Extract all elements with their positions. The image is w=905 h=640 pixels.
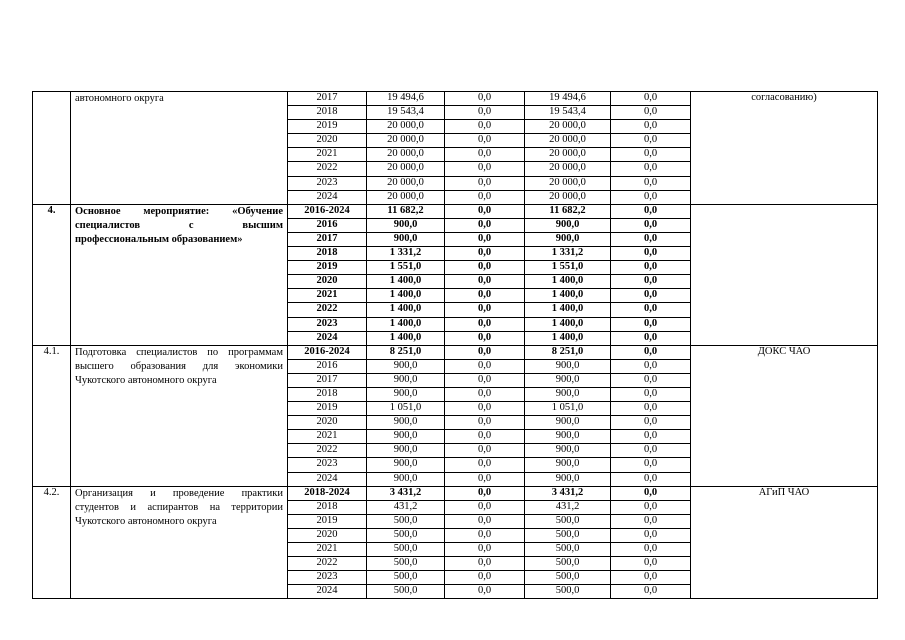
total-amount-cell: 1 331,2 [367,247,445,261]
period-cell: 2021 [288,148,367,162]
regional-amount-cell: 900,0 [525,232,611,246]
federal-amount-cell: 0,0 [445,402,525,416]
federal-amount-cell: 0,0 [445,444,525,458]
total-amount-cell: 20 000,0 [367,120,445,134]
period-cell: 2023 [288,317,367,331]
item-number: 4.2. [33,486,71,599]
regional-amount-cell: 900,0 [525,458,611,472]
other-amount-cell: 0,0 [611,472,691,486]
regional-amount-cell: 1 331,2 [525,247,611,261]
total-amount-cell: 900,0 [367,373,445,387]
federal-amount-cell: 0,0 [445,317,525,331]
other-amount-cell: 0,0 [611,571,691,585]
regional-amount-cell: 1 051,0 [525,402,611,416]
period-cell: 2017 [288,92,367,106]
federal-amount-cell: 0,0 [445,247,525,261]
other-amount-cell: 0,0 [611,387,691,401]
federal-amount-cell: 0,0 [445,345,525,359]
total-amount-cell: 20 000,0 [367,134,445,148]
period-cell: 2022 [288,444,367,458]
total-amount-cell: 500,0 [367,528,445,542]
federal-amount-cell: 0,0 [445,486,525,500]
regional-amount-cell: 20 000,0 [525,120,611,134]
federal-amount-cell: 0,0 [445,204,525,218]
regional-amount-cell: 500,0 [525,543,611,557]
period-cell: 2022 [288,557,367,571]
regional-amount-cell: 500,0 [525,571,611,585]
period-cell: 2020 [288,528,367,542]
other-amount-cell: 0,0 [611,190,691,204]
regional-amount-cell: 3 431,2 [525,486,611,500]
item-number: 4. [33,204,71,345]
other-amount-cell: 0,0 [611,317,691,331]
other-amount-cell: 0,0 [611,176,691,190]
period-cell: 2016 [288,218,367,232]
federal-amount-cell: 0,0 [445,373,525,387]
period-cell: 2017 [288,373,367,387]
federal-amount-cell: 0,0 [445,430,525,444]
period-cell: 2016 [288,359,367,373]
responsible-executor: ДОКС ЧАО [691,345,878,486]
responsible-executor: согласованию) [691,92,878,205]
total-amount-cell: 500,0 [367,514,445,528]
federal-amount-cell: 0,0 [445,92,525,106]
federal-amount-cell: 0,0 [445,500,525,514]
other-amount-cell: 0,0 [611,543,691,557]
other-amount-cell: 0,0 [611,275,691,289]
item-number: 4.1. [33,345,71,486]
federal-amount-cell: 0,0 [445,162,525,176]
period-cell: 2017 [288,232,367,246]
regional-amount-cell: 20 000,0 [525,176,611,190]
program-funding-table [32,91,878,599]
period-cell: 2024 [288,190,367,204]
activity-title: Организация и проведение практики студентов и аспирантов на территории Чукотского автономного округа [71,486,288,599]
total-amount-cell: 900,0 [367,430,445,444]
total-amount-cell: 900,0 [367,458,445,472]
total-amount-cell: 900,0 [367,232,445,246]
total-amount-cell: 1 400,0 [367,275,445,289]
period-cell: 2022 [288,162,367,176]
table-body [33,92,878,599]
regional-amount-cell: 900,0 [525,359,611,373]
other-amount-cell: 0,0 [611,557,691,571]
period-cell: 2019 [288,261,367,275]
other-amount-cell: 0,0 [611,585,691,599]
other-amount-cell: 0,0 [611,134,691,148]
other-amount-cell: 0,0 [611,261,691,275]
regional-amount-cell: 431,2 [525,500,611,514]
period-cell: 2018 [288,387,367,401]
other-amount-cell: 0,0 [611,148,691,162]
total-amount-cell: 500,0 [367,585,445,599]
other-amount-cell: 0,0 [611,430,691,444]
total-amount-cell: 1 400,0 [367,289,445,303]
period-cell: 2016-2024 [288,345,367,359]
federal-amount-cell: 0,0 [445,528,525,542]
other-amount-cell: 0,0 [611,416,691,430]
other-amount-cell: 0,0 [611,289,691,303]
period-cell: 2021 [288,430,367,444]
table-row [33,204,878,218]
regional-amount-cell: 900,0 [525,472,611,486]
other-amount-cell: 0,0 [611,345,691,359]
total-amount-cell: 11 682,2 [367,204,445,218]
period-cell: 2019 [288,120,367,134]
other-amount-cell: 0,0 [611,106,691,120]
federal-amount-cell: 0,0 [445,261,525,275]
federal-amount-cell: 0,0 [445,571,525,585]
regional-amount-cell: 11 682,2 [525,204,611,218]
regional-amount-cell: 1 551,0 [525,261,611,275]
period-cell: 2023 [288,176,367,190]
other-amount-cell: 0,0 [611,218,691,232]
regional-amount-cell: 900,0 [525,373,611,387]
federal-amount-cell: 0,0 [445,472,525,486]
responsible-executor: АГиП ЧАО [691,486,878,599]
period-cell: 2021 [288,543,367,557]
item-number [33,92,71,205]
regional-amount-cell: 900,0 [525,444,611,458]
federal-amount-cell: 0,0 [445,176,525,190]
other-amount-cell: 0,0 [611,247,691,261]
regional-amount-cell: 20 000,0 [525,134,611,148]
federal-amount-cell: 0,0 [445,331,525,345]
regional-amount-cell: 500,0 [525,557,611,571]
regional-amount-cell: 1 400,0 [525,303,611,317]
period-cell: 2020 [288,275,367,289]
total-amount-cell: 431,2 [367,500,445,514]
other-amount-cell: 0,0 [611,92,691,106]
total-amount-cell: 1 400,0 [367,331,445,345]
regional-amount-cell: 900,0 [525,430,611,444]
regional-amount-cell: 900,0 [525,416,611,430]
regional-amount-cell: 20 000,0 [525,148,611,162]
total-amount-cell: 3 431,2 [367,486,445,500]
federal-amount-cell: 0,0 [445,232,525,246]
federal-amount-cell: 0,0 [445,106,525,120]
federal-amount-cell: 0,0 [445,557,525,571]
regional-amount-cell: 1 400,0 [525,275,611,289]
activity-title: Основное мероприятие: «Обучение специалистов с высшим профессиональным образованием» [71,204,288,345]
regional-amount-cell: 1 400,0 [525,289,611,303]
total-amount-cell: 1 400,0 [367,317,445,331]
federal-amount-cell: 0,0 [445,585,525,599]
other-amount-cell: 0,0 [611,486,691,500]
period-cell: 2023 [288,458,367,472]
other-amount-cell: 0,0 [611,120,691,134]
federal-amount-cell: 0,0 [445,458,525,472]
period-cell: 2018-2024 [288,486,367,500]
responsible-executor [691,204,878,345]
federal-amount-cell: 0,0 [445,514,525,528]
period-cell: 2023 [288,571,367,585]
total-amount-cell: 500,0 [367,571,445,585]
period-cell: 2020 [288,134,367,148]
regional-amount-cell: 500,0 [525,514,611,528]
other-amount-cell: 0,0 [611,444,691,458]
period-cell: 2020 [288,416,367,430]
federal-amount-cell: 0,0 [445,218,525,232]
period-cell: 2022 [288,303,367,317]
federal-amount-cell: 0,0 [445,190,525,204]
regional-amount-cell: 8 251,0 [525,345,611,359]
other-amount-cell: 0,0 [611,514,691,528]
regional-amount-cell: 1 400,0 [525,317,611,331]
period-cell: 2016-2024 [288,204,367,218]
other-amount-cell: 0,0 [611,331,691,345]
other-amount-cell: 0,0 [611,402,691,416]
activity-title: автономного округа [71,92,288,205]
total-amount-cell: 20 000,0 [367,190,445,204]
regional-amount-cell: 500,0 [525,528,611,542]
federal-amount-cell: 0,0 [445,148,525,162]
total-amount-cell: 900,0 [367,359,445,373]
regional-amount-cell: 20 000,0 [525,190,611,204]
period-cell: 2021 [288,289,367,303]
federal-amount-cell: 0,0 [445,359,525,373]
period-cell: 2018 [288,106,367,120]
period-cell: 2018 [288,500,367,514]
total-amount-cell: 900,0 [367,416,445,430]
total-amount-cell: 500,0 [367,543,445,557]
federal-amount-cell: 0,0 [445,303,525,317]
table-row [33,486,878,500]
total-amount-cell: 8 251,0 [367,345,445,359]
total-amount-cell: 1 400,0 [367,303,445,317]
total-amount-cell: 900,0 [367,387,445,401]
total-amount-cell: 900,0 [367,472,445,486]
total-amount-cell: 1 051,0 [367,402,445,416]
total-amount-cell: 20 000,0 [367,176,445,190]
total-amount-cell: 1 551,0 [367,261,445,275]
regional-amount-cell: 19 494,6 [525,92,611,106]
period-cell: 2024 [288,472,367,486]
total-amount-cell: 900,0 [367,444,445,458]
period-cell: 2019 [288,402,367,416]
table-row [33,345,878,359]
total-amount-cell: 20 000,0 [367,162,445,176]
federal-amount-cell: 0,0 [445,275,525,289]
period-cell: 2024 [288,585,367,599]
total-amount-cell: 500,0 [367,557,445,571]
regional-amount-cell: 20 000,0 [525,162,611,176]
federal-amount-cell: 0,0 [445,134,525,148]
total-amount-cell: 19 494,6 [367,92,445,106]
regional-amount-cell: 900,0 [525,387,611,401]
federal-amount-cell: 0,0 [445,120,525,134]
regional-amount-cell: 900,0 [525,218,611,232]
federal-amount-cell: 0,0 [445,416,525,430]
federal-amount-cell: 0,0 [445,543,525,557]
regional-amount-cell: 1 400,0 [525,331,611,345]
regional-amount-cell: 19 543,4 [525,106,611,120]
total-amount-cell: 900,0 [367,218,445,232]
period-cell: 2019 [288,514,367,528]
period-cell: 2018 [288,247,367,261]
total-amount-cell: 19 543,4 [367,106,445,120]
table-row [33,92,878,106]
other-amount-cell: 0,0 [611,359,691,373]
federal-amount-cell: 0,0 [445,289,525,303]
other-amount-cell: 0,0 [611,232,691,246]
period-cell: 2024 [288,331,367,345]
activity-title: Подготовка специалистов по программам высшего образования для экономики Чукотского автономного округа [71,345,288,486]
total-amount-cell: 20 000,0 [367,148,445,162]
other-amount-cell: 0,0 [611,303,691,317]
other-amount-cell: 0,0 [611,458,691,472]
regional-amount-cell: 500,0 [525,585,611,599]
other-amount-cell: 0,0 [611,162,691,176]
other-amount-cell: 0,0 [611,204,691,218]
other-amount-cell: 0,0 [611,373,691,387]
federal-amount-cell: 0,0 [445,387,525,401]
other-amount-cell: 0,0 [611,528,691,542]
other-amount-cell: 0,0 [611,500,691,514]
